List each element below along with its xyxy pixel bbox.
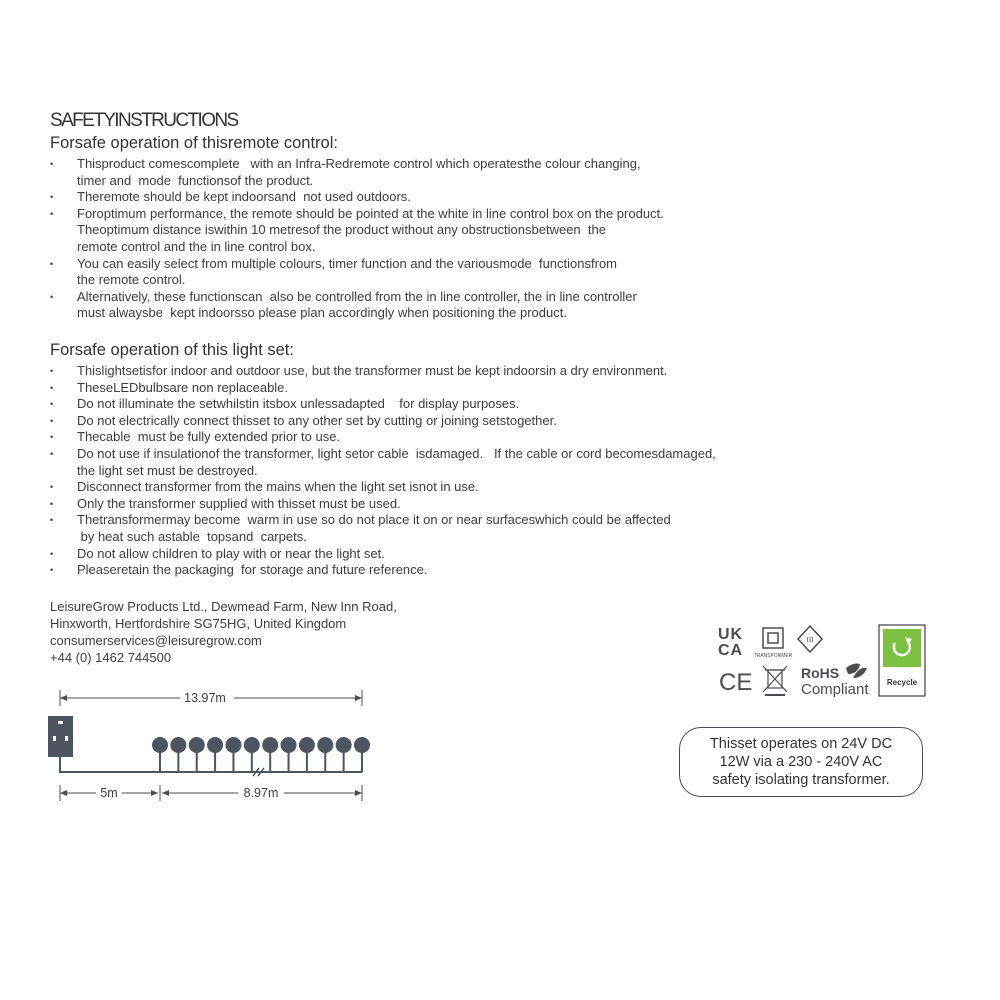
remote-bullet-item-1: [50, 156, 790, 189]
bullet-text-line: • You can easily select from multiple colours, timer function and the variousmode functionsfrom: [77, 255, 618, 271]
light-bullet-item-6: [50, 446, 790, 479]
light-bullet-list: [50, 363, 790, 579]
light-bullet-item-9: [50, 512, 790, 545]
bulb-icon: [299, 737, 315, 772]
bulb-string: [152, 737, 370, 772]
light-bullet-item-1: [50, 363, 790, 380]
address-line-2: Hinxworth, Hertfordshire SG75HG, United Kingdom: [50, 616, 347, 631]
light-bullet-item-8: [50, 496, 790, 513]
remote-bullet-list: [50, 156, 790, 322]
bullet-text-line: the light set must be destroyed.: [77, 462, 258, 478]
svg-text:Recycle: Recycle: [886, 678, 918, 687]
page-title: SAFETYINSTRUCTIONS: [50, 110, 238, 131]
ukca-mark-icon: [718, 626, 743, 659]
bullet-text-line: • Thisproduct comescomplete with an Infra-Redremote control which operatesthe colour changing,: [77, 156, 641, 171]
bulb-icon: [317, 737, 333, 772]
rohs-compliant-icon: [801, 664, 869, 699]
bullet-text-line: Theoptimum distance iswithin 10 metresof the product without any obstructionsbetween the: [77, 222, 606, 238]
company-address: [50, 598, 397, 666]
light-section-heading: Forsafe operation of this light set:: [50, 341, 294, 359]
light-bullet-item-3: [50, 396, 790, 413]
remote-bullet-item-4: [50, 256, 790, 289]
bulb-icon: [354, 737, 370, 772]
bulb-icon: [189, 737, 205, 772]
bullet-text-line: • Alternatively, these functionscan also be controlled from the in line controller, the in line controller: [77, 288, 637, 304]
bullet-text-line: • Theremote should be kept indoorsand not used outdoors.: [77, 189, 411, 205]
bulb-icon: [262, 737, 278, 772]
remote-section-heading: Forsafe operation of thisremote control:: [50, 134, 338, 152]
bullet-text-line: timer and mode functionsof the product.: [77, 172, 314, 188]
certification-marks: [715, 622, 935, 707]
light-bullet-item-10: [50, 546, 790, 563]
svg-text:III: III: [806, 636, 814, 644]
light-bullet-item-4: [50, 413, 790, 430]
light-safety-section: [50, 341, 790, 579]
svg-text:CA: CA: [718, 642, 744, 659]
bullet-text-line: • Only the transformer supplied with thisset must be used.: [77, 495, 401, 511]
bullet-text-line: must alwaysbe kept indoorsso please plan accordingly when positioning the product.: [77, 305, 567, 321]
operation-line-3: safety isolating transformer.: [712, 772, 890, 788]
bullet-text-line: • Thetransformermay become warm in use so do not place it on or near surfaceswhich could be affected: [77, 512, 671, 528]
bullet-text-line: • Thislightsetisfor indoor and outdoor use, but the transformer must be kept indoorsin a dry environment.: [77, 363, 668, 378]
bulb-icon: [207, 737, 223, 772]
bulb-icon: [170, 737, 186, 772]
svg-text:RoHS: RoHS: [801, 665, 840, 681]
remote-safety-section: [50, 134, 790, 322]
transformer-plug-icon: [48, 716, 73, 757]
light-set-diagram: [40, 680, 380, 810]
svg-text:Compliant: Compliant: [801, 681, 869, 698]
bullet-text-line: remote control and the in line control box.: [77, 238, 316, 254]
operation-line-2: 12W via a 230 - 240V AC: [719, 754, 883, 770]
recycle-icon: [879, 625, 925, 696]
cable-line: [60, 757, 362, 772]
bulb-icon: [244, 737, 260, 772]
double-insulation-icon: [754, 628, 793, 659]
bullet-text-line: • Thecable must be fully extended prior to use.: [77, 429, 341, 445]
light-bullet-item-11: [50, 562, 790, 579]
lead-length-label: 5m: [100, 786, 118, 800]
bullet-text-line: • Do not electrically connect thisset to any other set by cutting or joining setstogether.: [77, 412, 557, 428]
bullet-text-line: • Pleaseretain the packaging for storage and future reference.: [77, 562, 428, 578]
class-iii-icon: [798, 626, 822, 652]
svg-text:UK: UK: [718, 626, 744, 643]
operation-info-box: [679, 727, 923, 797]
address-line-1: LeisureGrow Products Ltd., Dewmead Farm, New Inn Road,: [50, 599, 397, 614]
bulb-icon: [152, 737, 168, 772]
bullet-text-line: • Foroptimum performance, the remote should be pointed at the white in line control box on the product.: [77, 205, 664, 221]
bulb-icon: [225, 737, 241, 772]
remote-bullet-item-2: [50, 189, 790, 206]
bullet-text-line: the remote control.: [77, 272, 186, 288]
bulb-icon: [336, 737, 352, 772]
lit-length-label: 8.97m: [243, 786, 279, 800]
bullet-text-line: • Do not allow children to play with or near the light set.: [77, 545, 385, 561]
bullet-text-line: • Do not illuminate the setwhilstin itsbox unlessadapted for display purposes.: [77, 396, 520, 412]
remote-bullet-item-3: [50, 206, 790, 256]
contact-email: consumerservices@leisuregrow.com: [50, 633, 262, 648]
light-bullet-item-7: [50, 479, 790, 496]
bullet-text-line: by heat such astable topsand carpets.: [77, 528, 307, 544]
weee-bin-icon: [763, 666, 787, 695]
bullet-text-line: • Do not use if insulationof the transformer, light setor cable isdamaged. If the cable or cord becomesdamaged,: [77, 445, 716, 461]
operation-line-1: Thisset operates on 24V DC: [709, 736, 893, 752]
ce-mark-icon: CE: [719, 669, 753, 696]
light-bullet-item-5: [50, 429, 790, 446]
total-length-label: 13.97m: [184, 691, 226, 705]
light-bullet-item-2: [50, 380, 790, 397]
svg-text:TRANSFORMER: TRANSFORMER: [753, 653, 793, 659]
bullet-text-line: • Disconnect transformer from the mains when the light set isnot in use.: [77, 479, 479, 495]
remote-bullet-item-5: [50, 289, 790, 322]
contact-phone: +44 (0) 1462 744500: [50, 650, 172, 665]
bullet-text-line: • TheseLEDbulbsare non replaceable.: [77, 379, 289, 395]
bulb-icon: [281, 737, 297, 772]
